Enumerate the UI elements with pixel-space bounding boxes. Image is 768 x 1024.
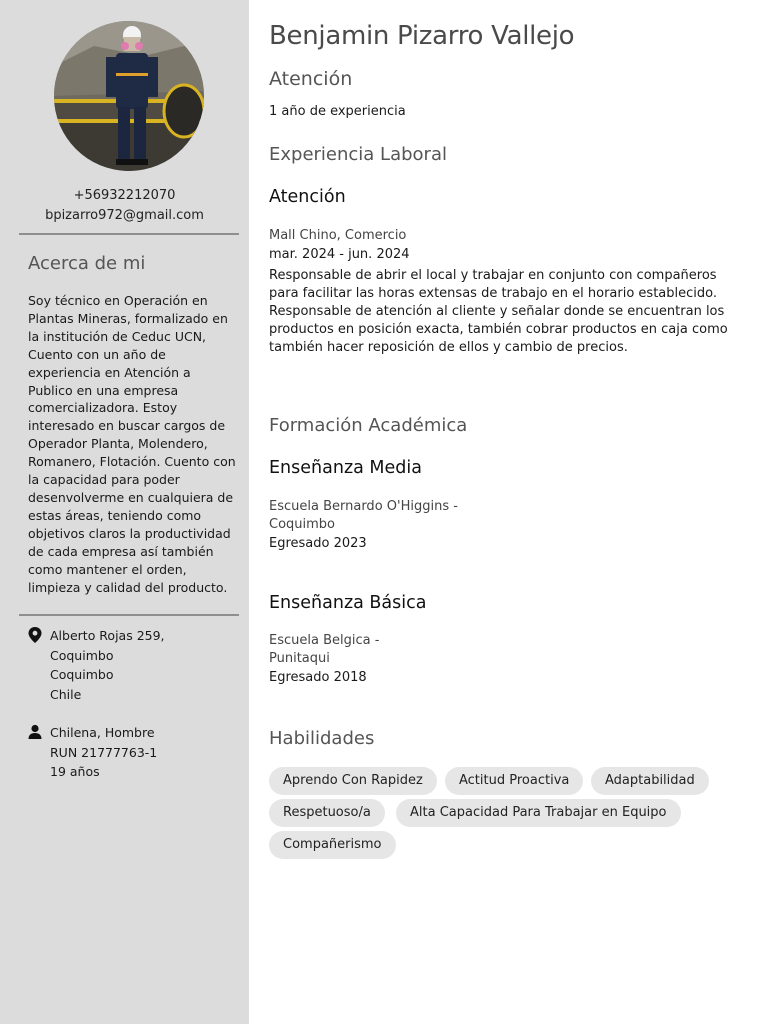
education-heading: Formación Académica (269, 415, 468, 436)
job-description: Responsable de abrir el local y trabajar en conjunto con compañeros para facilitar las horas extensas de trabajo en el horario establecido. Responsable de atención al cliente y señalar donde se encuentran los productos en posición exacta, también cobrar productos en caja como también hacer reposición de ellos y cambio de precios. (269, 268, 728, 355)
experience-heading: Experiencia Laboral (269, 144, 447, 165)
age: 19 años (50, 764, 100, 780)
skill-chip: Actitud Proactiva (445, 767, 583, 795)
skill-chip: Compañerismo (269, 831, 396, 859)
address-city: Coquimbo (50, 647, 114, 663)
education-status: Egresado 2018 (269, 670, 367, 685)
profile-photo (54, 21, 204, 171)
personal-lines (50, 723, 157, 782)
skill-chip: Adaptabilidad (591, 767, 709, 795)
person-icon (28, 724, 42, 740)
job-title: Atención (269, 187, 346, 207)
phone-number[interactable]: +56932212070 (73, 188, 176, 203)
map-pin-icon (28, 627, 42, 643)
skill-chip: Alta Capacidad Para Trabajar en Equipo (396, 799, 681, 827)
education-school: Escuela Belgica - (269, 633, 380, 648)
full-name: Benjamin Pizarro Vallejo (269, 21, 575, 51)
contact-info (0, 186, 249, 226)
education-school-city: Coquimbo (269, 517, 336, 532)
about-heading: Acerca de mi (28, 253, 146, 274)
skills-heading: Habilidades (269, 728, 375, 749)
education-school: Escuela Bernardo O'Higgins - (269, 499, 458, 514)
experience-years: 1 año de experiencia (269, 104, 406, 119)
email-address[interactable]: bpizarro972@gmail.com (45, 208, 204, 223)
education-school-city: Punitaqui (269, 651, 330, 666)
sidebar-divider (19, 614, 239, 616)
headline: Atención (269, 68, 353, 90)
skill-chip: Respetuoso/a (269, 799, 385, 827)
skill-chip: Aprendo Con Rapidez (269, 767, 437, 795)
education-title: Enseñanza Media (269, 458, 422, 478)
education-title: Enseñanza Básica (269, 593, 427, 613)
address-country: Chile (50, 686, 82, 702)
job-company: Mall Chino, Comercio (269, 228, 407, 243)
address-region: Coquimbo (50, 667, 114, 683)
sidebar (0, 0, 249, 1024)
run-number: RUN 21777763-1 (50, 744, 158, 760)
job-dates: mar. 2024 - jun. 2024 (269, 247, 410, 262)
address-lines (50, 626, 165, 704)
about-text: Soy técnico en Operación en Plantas Mineras, formalizado en la institución de Ceduc UCN, Cuento con un año de experiencia en Atención a Publico en una empresa comercializadora. Estoy interesado en buscar cargos de Operador Planta, Molendero, Romanero, Flotación. Cuento con la capacidad para poder desenvolverme en cualquiera de estas áreas, teniendo como objetivos claros la productividad de cada empresa así también como mantener el orden, limpieza y calidad del producto. (28, 293, 236, 595)
address-street: Alberto Rojas 259, (50, 628, 165, 643)
main-content (249, 0, 768, 1024)
sidebar-divider (19, 233, 239, 235)
education-status: Egresado 2023 (269, 536, 367, 551)
nationality-gender: Chilena, Hombre (50, 725, 155, 740)
